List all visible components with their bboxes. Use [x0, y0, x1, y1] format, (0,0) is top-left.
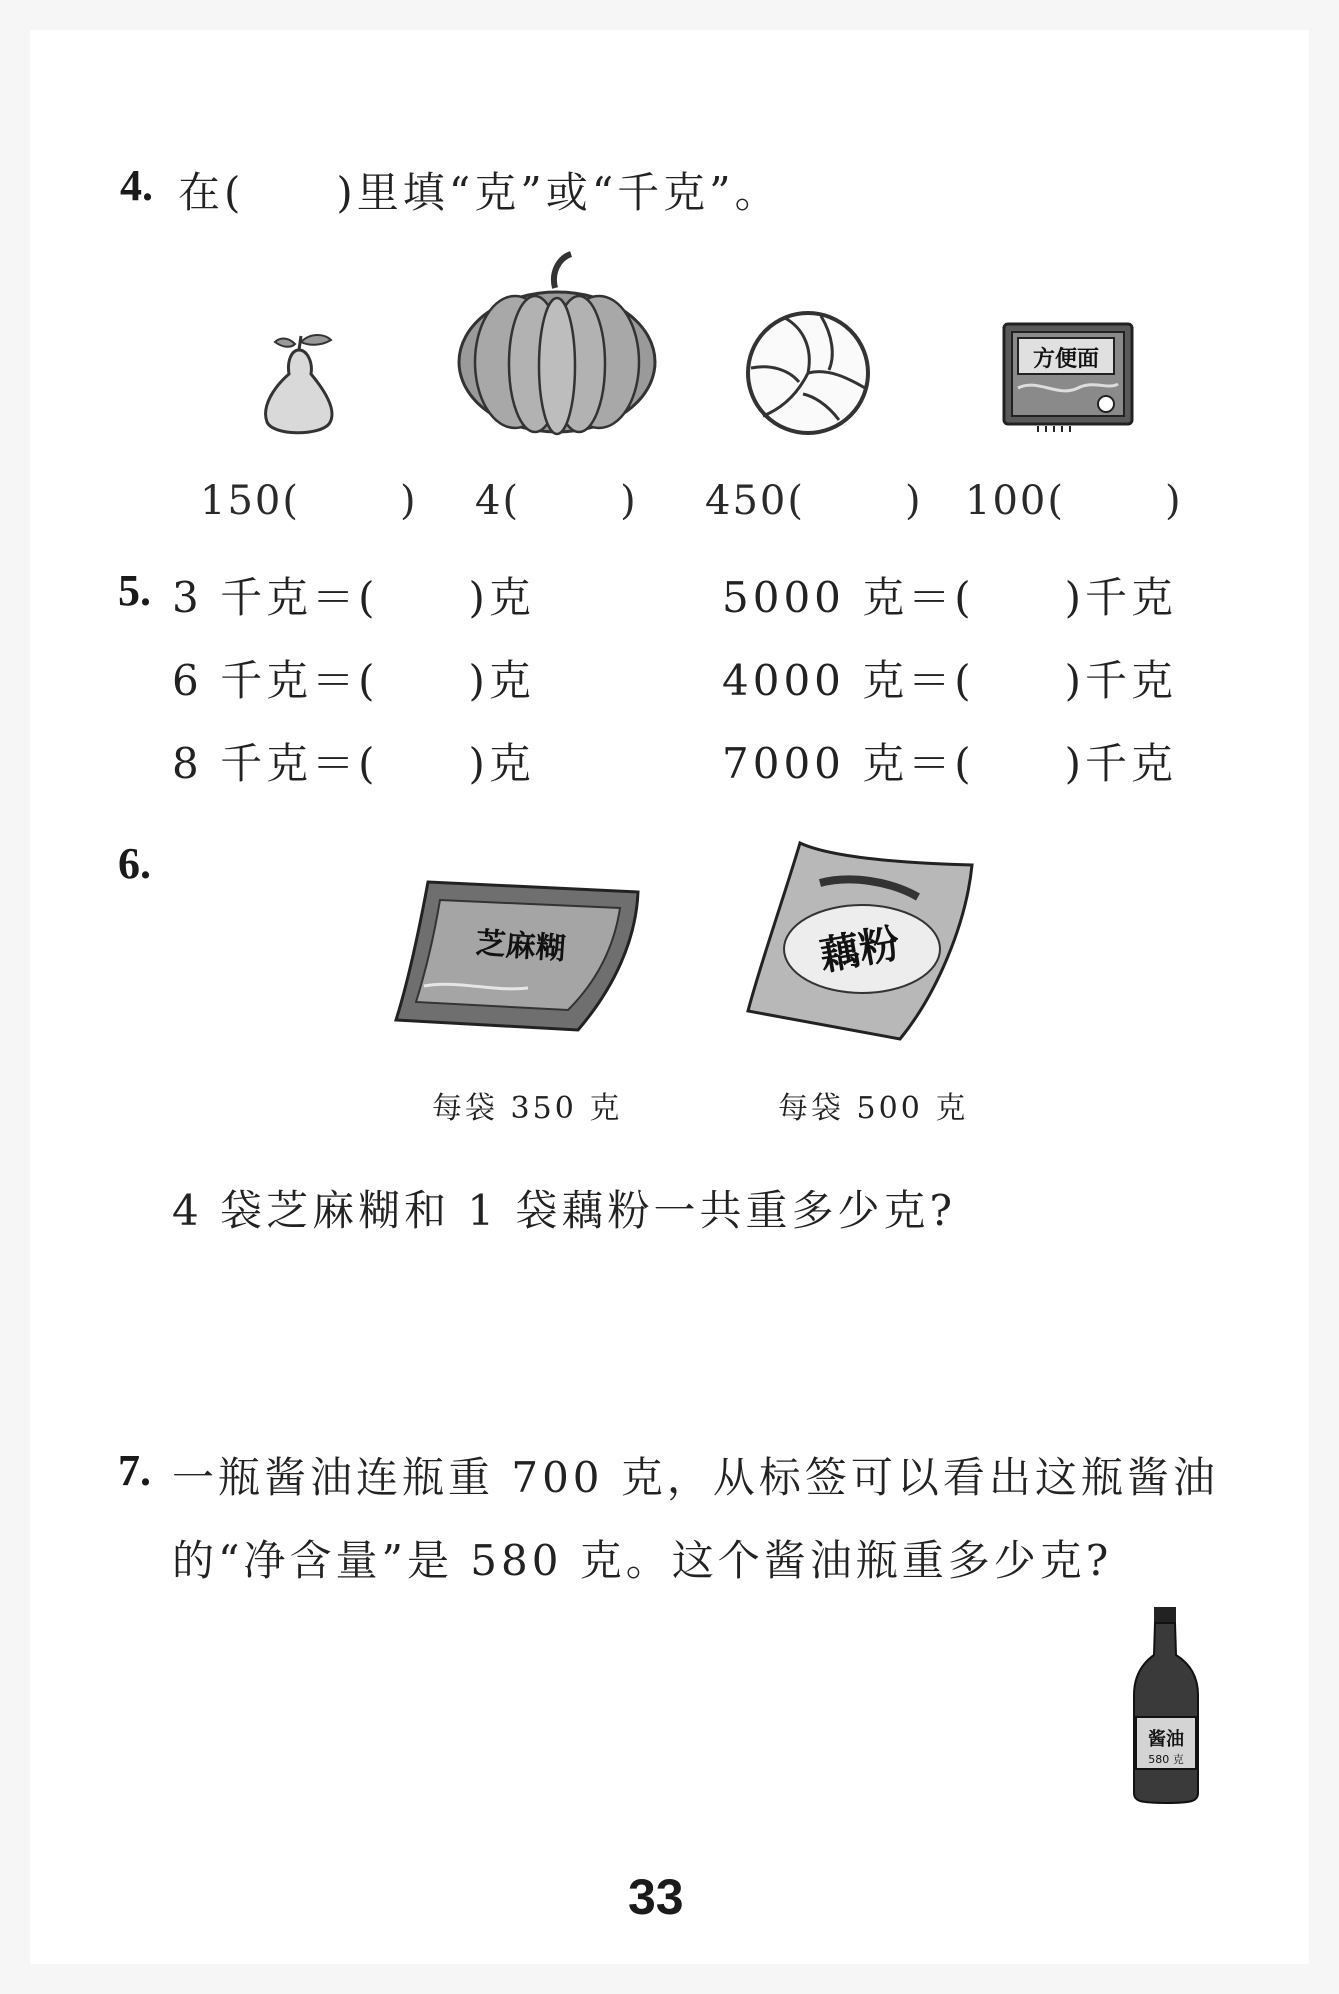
conversion-row-2-left[interactable] — [172, 648, 535, 708]
question-6-text: 4 袋芝麻糊和 1 袋藕粉一共重多少克? — [172, 1186, 957, 1235]
noodles-package-text: 方便面 — [1032, 347, 1100, 372]
soy-sauce-bottle-icon — [1130, 1605, 1202, 1805]
sesame-paste-bag-icon — [388, 870, 648, 1042]
pear-icon — [255, 328, 345, 438]
pear-weight-blank[interactable] — [200, 478, 418, 524]
volleyball-weight-value: 450( — [705, 478, 805, 524]
conversion-2-right-rhs: )千克 — [1064, 656, 1178, 705]
volleyball-icon — [743, 308, 873, 438]
pear-weight-close: ) — [399, 478, 418, 524]
conversion-row-1-right[interactable] — [722, 565, 1177, 625]
noodles-weight-blank[interactable] — [965, 478, 1183, 524]
lotus-bag-caption: 每袋 500 克 — [778, 1091, 969, 1126]
sesame-bag-caption: 每袋 350 克 — [432, 1091, 623, 1126]
conversion-3-right-rhs: )千克 — [1064, 739, 1178, 788]
conversion-3-left-lhs: 8 千克＝( — [172, 739, 379, 788]
question-5-number: 5. — [118, 566, 151, 615]
volleyball-weight-close: ) — [904, 478, 923, 524]
question-7-line-2: 的“净含量”是 580 克。这个酱油瓶重多少克? — [172, 1536, 1113, 1585]
pumpkin-weight-close: ) — [620, 478, 638, 524]
pumpkin-weight-value: 4( — [475, 478, 521, 524]
conversion-row-1-left[interactable] — [172, 565, 535, 625]
question-7-number: 7. — [118, 1446, 151, 1495]
volleyball-weight-blank[interactable] — [705, 478, 923, 524]
conversion-2-left-lhs: 6 千克＝( — [172, 656, 379, 705]
conversion-1-right-rhs: )千克 — [1064, 573, 1178, 622]
noodles-weight-close: ) — [1164, 478, 1183, 524]
conversion-row-3-left[interactable] — [172, 731, 535, 791]
sesame-package-text: 芝麻糊 — [474, 925, 567, 968]
bottle-label-text: 酱油 — [1148, 1729, 1184, 1750]
bottle-weight-text: 580 克 — [1148, 1753, 1184, 1766]
pumpkin-icon — [455, 250, 660, 435]
conversion-row-3-right[interactable] — [722, 731, 1177, 791]
conversion-row-2-right[interactable] — [722, 648, 1177, 708]
question-7-line-1: 一瓶酱油连瓶重 700 克，从标签可以看出这瓶酱油 — [172, 1453, 1219, 1502]
pumpkin-weight-blank[interactable] — [475, 478, 638, 524]
conversion-2-left-rhs: )克 — [468, 656, 535, 705]
conversion-3-left-rhs: )克 — [468, 739, 535, 788]
conversion-1-left-lhs: 3 千克＝( — [172, 573, 379, 622]
pear-weight-value: 150( — [200, 478, 300, 524]
question-6-number: 6. — [118, 839, 151, 888]
conversion-1-right-lhs: 5000 克＝( — [722, 573, 975, 622]
lotus-package-text: 藕粉 — [816, 920, 904, 980]
noodles-weight-value: 100( — [965, 478, 1065, 524]
question-4-prompt: 在( )里填“克”或“千克”。 — [178, 168, 781, 217]
conversion-3-right-lhs: 7000 克＝( — [722, 739, 975, 788]
conversion-2-right-lhs: 4000 克＝( — [722, 656, 975, 705]
lotus-root-starch-bag-icon — [740, 835, 985, 1047]
instant-noodles-icon — [998, 318, 1138, 436]
page-number: 33 — [628, 1869, 684, 1925]
conversion-1-left-rhs: )克 — [468, 573, 535, 622]
question-4-number: 4. — [120, 161, 153, 210]
